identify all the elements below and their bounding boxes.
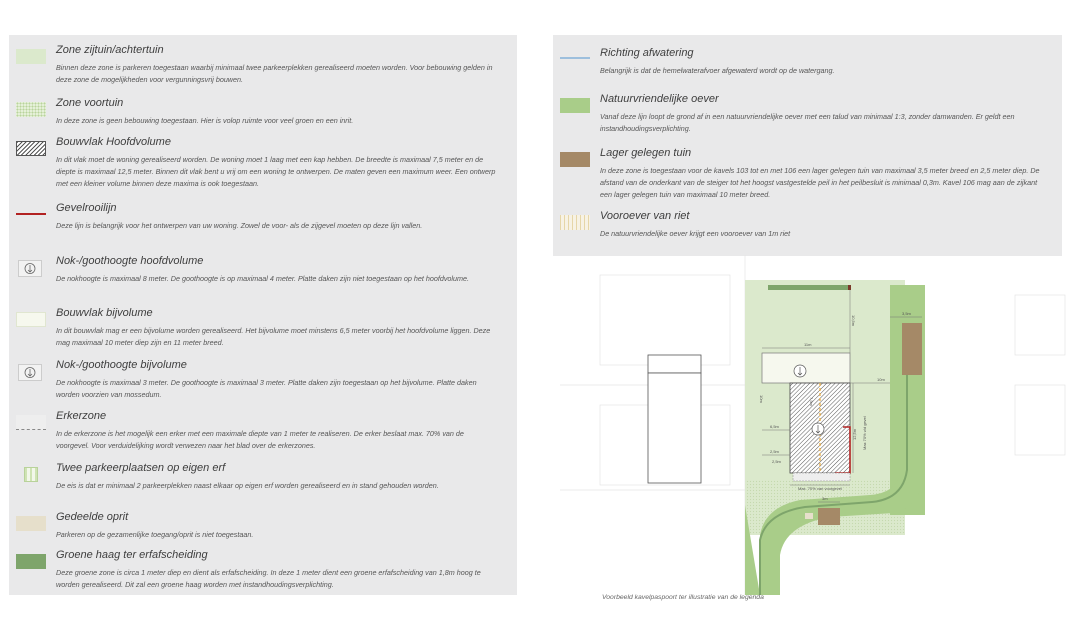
legend-desc: In de erkerzone is het mogelijk een erker met een maximale diepte van 1 meter te realiseren. De erker beslaat max. 70% van de voorgevel. Voor verduidelijking wordt verwezen naar het blad over de erkerzones. xyxy=(56,429,464,451)
legend-desc: Binnen deze zone is parkeren toegestaan waarbij minimaal twee parkeerplekken gerealiseerd moeten worden. Voor bebouwing gelden in deze zone de mogelijkheden voor vergunningsvrij bouwen. xyxy=(56,63,493,85)
legend-title: Bouwvlak Hoofdvolume xyxy=(56,136,171,148)
neighbour-house-top xyxy=(648,355,701,373)
dim-f: Max 70% v/d gevel xyxy=(862,416,867,450)
zone-voortuin-swatch xyxy=(16,102,46,117)
legend-title: Zone zijtuin/achtertuin xyxy=(56,44,164,56)
lager-tuin-swatch xyxy=(560,152,590,167)
legend-desc: In deze zone is toegestaan voor de kavels 103 tot en met 106 een lager gelegen tuin van maximaal 3,5 meter breed en 2,5 meter diep. De afstand van de onderkant van de steiger tot het hoogst vastgestelde peil in het peilbesluit is minimaal 0,3m. Kavel 106 mag aan de zijkant een lager gelegen tuin van maximaal 10 meter breed. xyxy=(600,166,1040,200)
oprit-swatch xyxy=(16,516,46,531)
legend-desc: Belangrijk is dat de hemelwaterafvoer afgewaterd wordt op de watergang. xyxy=(600,66,835,75)
legend-desc: In dit bouwvlak mag er een bijvolume worden gerealiseerd. Het bijvolume moet minstens 6,5 meter voorbij het hoofdvolume liggen. Deze mag maximaal 10 meter diep zijn en 11 meter breed. xyxy=(56,326,491,348)
site-plan xyxy=(560,255,1070,595)
erkerzone-swatch xyxy=(16,415,46,430)
legend-title: Twee parkeerplaatsen op eigen erf xyxy=(56,462,226,474)
legend-title: Zone voortuin xyxy=(56,97,124,109)
legend-desc: De eis is dat er minimaal 2 parkeerplekken naast elkaar op eigen erf worden gerealiseerd en in stand gehouden worden. xyxy=(56,481,439,490)
legend-desc: De nokhoogte is maximaal 3 meter. De goothoogte is maximaal 3 meter. Platte daken zijn toegestaan op het bijvolume. Platte daken worden voorzien van mossedum. xyxy=(56,378,477,400)
legend-title: Nok-/goothoogte bijvolume xyxy=(56,359,187,371)
riet-swatch xyxy=(560,215,590,230)
legend-title: Nok-/goothoogte hoofdvolume xyxy=(56,255,204,267)
hedge-top xyxy=(768,285,848,290)
dim-d: 10m xyxy=(877,377,885,382)
legend-desc: De natuurvriendelijke oever krijgt een vooroever van 1m riet xyxy=(600,229,791,238)
legend-title: Natuurvriendelijke oever xyxy=(600,93,719,105)
legend-desc: Deze groene zone is circa 1 meter diep en dient als erfafscheiding. In deze 1 meter dient een groene erfafscheiding van 1,8m hoog te worden gerealiseerd. Dit zal een groene haag worden met instandhoudingsverplichting. xyxy=(56,568,481,590)
dim-max: Max. 70% van voorgevel xyxy=(798,486,842,491)
legend-title: Bouwvlak bijvolume xyxy=(56,307,153,319)
bouwvlak-bijvolume xyxy=(762,353,850,383)
gedeelde-oprit xyxy=(818,508,840,525)
dim-top: 11m xyxy=(804,342,812,347)
legend-desc: De nokhoogte is maximaal 8 meter. De goothoogte is op maximaal 4 meter. Platte daken zijn niet toegestaan op het hoofdvolume. xyxy=(56,274,469,283)
erkerzone xyxy=(793,473,850,481)
hedge-accent xyxy=(848,285,851,290)
legend-title: Erkerzone xyxy=(56,410,107,422)
legend-panel-right xyxy=(553,35,1062,256)
legend-desc: Parkeren op de gezamenlijke toegang/oprit is niet toegestaan. xyxy=(56,530,254,539)
plan-caption: Voorbeeld kavelpaspoort ter illustratie van de legenda xyxy=(602,594,764,601)
height-marker-icon xyxy=(18,364,42,381)
bijvolume-swatch xyxy=(16,312,46,327)
red-line-swatch xyxy=(16,213,46,215)
legend-title: Richting afwatering xyxy=(600,47,694,59)
dim-hoofd-w: 7,5m xyxy=(809,397,814,406)
natuuroever-swatch xyxy=(560,98,590,113)
water-line-swatch xyxy=(560,57,590,59)
dim-b: 2,5m xyxy=(772,459,781,464)
dim-side: 6,5m xyxy=(770,424,779,429)
dim-a: 2,5m xyxy=(770,449,779,454)
legend-desc: In dit vlak moet de woning gerealiseerd worden. De woning moet 1 laag met een kap hebben. De breedte is maximaal 7,5 meter en de diepte is maximaal 12,5 meter. Binnen dit vlak bent u vrij om een woning te ontwerpen. De maten geven een maximum weer. Een ontwerp met een kleiner volume binnen deze maxima is ook toegestaan. xyxy=(56,155,496,189)
legend-title: Lager gelegen tuin xyxy=(600,147,692,159)
legend-title: Gedeelde oprit xyxy=(56,511,129,523)
haag-swatch xyxy=(16,554,46,569)
height-marker-icon xyxy=(18,260,42,277)
dim-e: 3,5m xyxy=(902,311,911,316)
zone-zijtuin-swatch xyxy=(16,49,46,64)
legend-desc: In deze zone is geen bebouwing toegestaan. Hier is volop ruimte voor veel groen en een inrit. xyxy=(56,116,354,125)
dim-right: 10,5m xyxy=(851,315,856,327)
neighbour-house xyxy=(648,373,701,483)
parking-icon xyxy=(24,467,38,482)
legend-title: Groene haag ter erfafscheiding xyxy=(56,549,208,561)
legend-desc: Deze lijn is belangrijk voor het ontwerpen van uw woning. Zowel de voor- als de zijgevel moeten op deze lijn vallen. xyxy=(56,221,423,230)
legend-desc: Vanaf deze lijn loopt de grond af in een natuurvriendelijke oever met een talud van minimaal 1:3, zonder damwanden. Er geldt een instandhoudingsverplichting. xyxy=(600,112,1015,134)
legend-title: Gevelrooilijn xyxy=(56,202,117,214)
dim-c: 3m xyxy=(822,496,828,501)
hatch-pattern-swatch xyxy=(16,141,46,156)
dim-hoofd-d: 12,5m xyxy=(852,428,857,440)
legend-title: Vooroever van riet xyxy=(600,210,690,222)
dim-g: 10m xyxy=(759,395,764,403)
legend-panel-left xyxy=(9,35,517,595)
